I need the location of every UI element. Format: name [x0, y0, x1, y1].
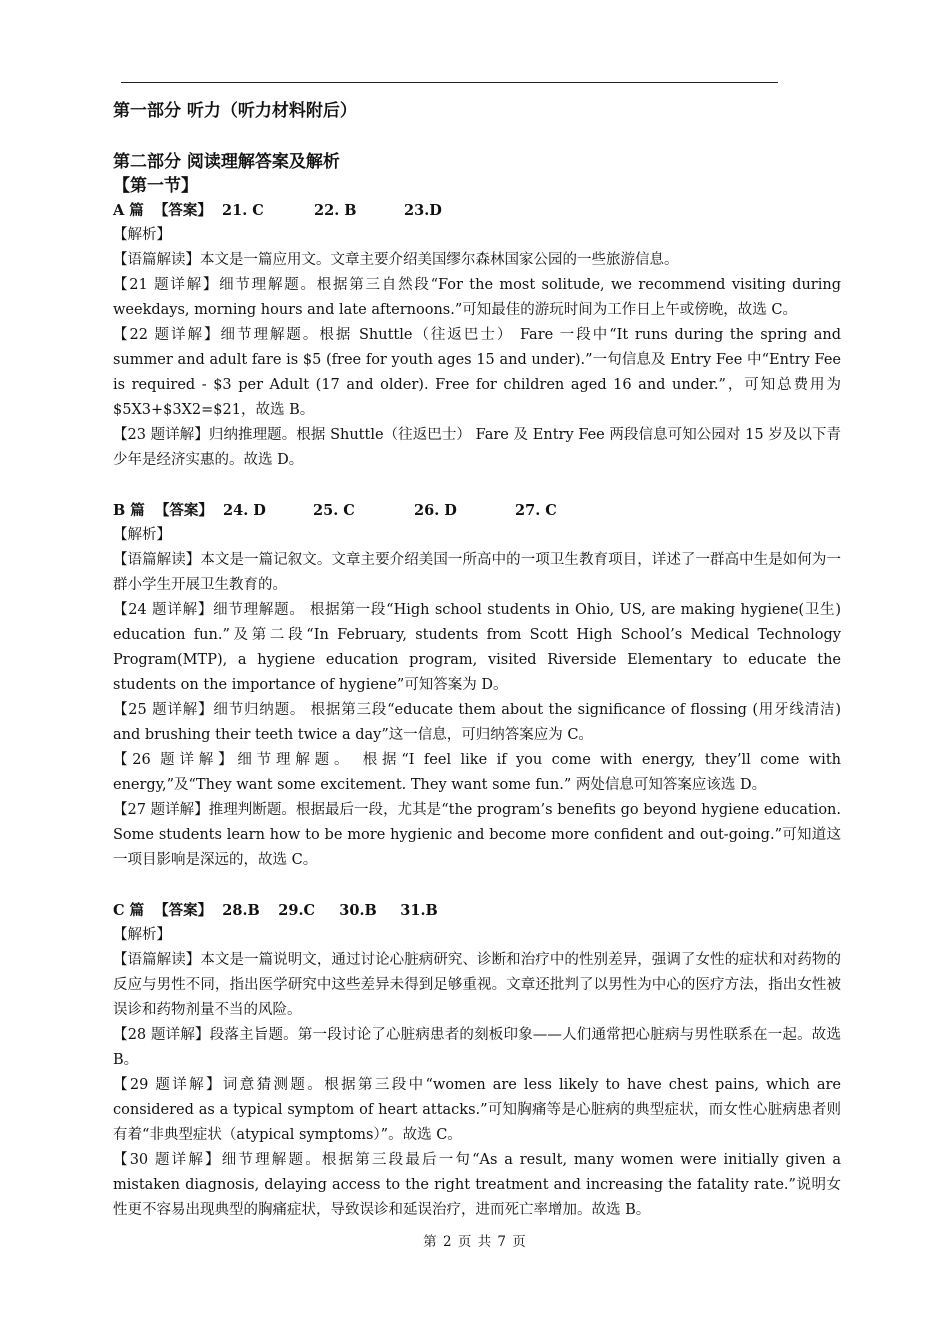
jiexi-label: 【解析】 [113, 227, 171, 243]
paragraph: 【30 题详解】细节理解题。根据第三段最后一句“As a result, many women were initially given a mistaken diagnosis, delaying access to the right treatment and increasing the fatality rate.”说明女性更不容易出现典型的胸痛症状，导致误诊和延误治疗，进而死亡率增加。故选 B。 [113, 1152, 841, 1218]
answer: 24. D [223, 502, 266, 519]
jiexi-label: 【解析】 [113, 527, 171, 543]
answer: 31.B [400, 902, 438, 919]
passage-label: C 篇 【答案】 [113, 902, 213, 919]
passage-label: B 篇 【答案】 [113, 502, 213, 519]
part2-title: 第二部分 阅读理解答案及解析 [113, 152, 340, 172]
answer-line-c [113, 898, 841, 923]
answer: 21. C [222, 202, 264, 219]
paragraph: 【28 题详解】段落主旨题。第一段讨论了心脏病患者的刻板印象——人们通常把心脏病与男性联系在一起。故选 B。 [113, 1027, 841, 1068]
part1-title: 第一部分 听力（听力材料附后） [113, 101, 357, 121]
paragraph: 【22 题详解】细节理解题。根据 Shuttle（往返巴士） Fare 一段中“It runs during the spring and summer and adult fare is $5 (free for youth ages 15 and under).”一句信息及 Entry Fee 中“Entry Fee is required - $3 per Adult (17 and older). Free for children aged 16 and under.”，可知总费用为$5X3+$3X2=$21，故选 B。 [113, 327, 841, 418]
paragraph: 【语篇解读】本文是一篇说明文，通过讨论心脏病研究、诊断和治疗中的性别差异，强调了女性的症状和对药物的反应与男性不同，指出医学研究中这些差异未得到足够重视。文章还批判了以男性为中心的医疗方法，指出女性被误诊和药物剂量不当的风险。 [113, 952, 841, 1018]
header-rule [121, 82, 778, 83]
paragraph: 【24 题详解】细节理解题。 根据第一段“High school students in Ohio, US, are making hygiene(卫生) education fun.”及第二段“In February, students from Scott High School’s Medical Technology Program(MTP), a hygiene education program, visited Riverside Elementary to educate the students on the importance of hygiene”可知答案为 D。 [113, 602, 841, 693]
paragraph: 【23 题详解】归纳推理题。根据 Shuttle（往返巴士） Fare 及 Entry Fee 两段信息可知公园对 15 岁及以下青少年是经济实惠的。故选 D。 [113, 427, 841, 468]
paragraph: 【25 题详解】细节归纳题。 根据第三段“educate them about the significance of flossing (用牙线清洁) and brushing their teeth twice a day”这一信息，可归纳答案应为 C。 [113, 702, 841, 743]
page-footer: 第 2 页 共 7 页 [423, 1234, 527, 1250]
answer-line-a [113, 198, 841, 223]
paragraph: 【27 题详解】推理判断题。根据最后一段，尤其是“the program’s benefits go beyond hygiene education. Some students learn how to be more hygienic and become more confident and out-going.”可知道这一项目影响是深远的，故选 C。 [113, 802, 841, 868]
passage-label: A 篇 【答案】 [113, 202, 212, 219]
answer: 28.B [222, 902, 260, 919]
answer: 29.C [278, 902, 316, 919]
answer: 27. C [515, 502, 557, 519]
page-content [113, 96, 841, 1223]
answer: 26. D [414, 502, 457, 519]
paragraph: 【29 题详解】词意猜测题。根据第三段中“women are less likely to have chest pains, which are considered as a typical symptom of heart attacks.”可知胸痛等是心脏病的典型症状，而女性心脏病患者则有着“非典型症状（atypical symptoms）”。故选 C。 [113, 1077, 841, 1143]
answer-line-b [113, 498, 841, 523]
paragraph: 【语篇解读】本文是一篇记叙文。文章主要介绍美国一所高中的一项卫生教育项目，详述了一群高中生是如何为一群小学生开展卫生教育的。 [113, 552, 841, 593]
answer: 22. B [314, 202, 357, 219]
jiexi-label: 【解析】 [113, 927, 171, 943]
section-title: 【第一节】 [113, 176, 198, 196]
paragraph: 【26 题详解】细节理解题。 根据“I feel like if you come with energy, they’ll come with energy,”及“They want some excitement. They want some fun.” 两处信息可知答案应该选 D。 [113, 752, 841, 793]
paragraph: 【21 题详解】细节理解题。根据第三自然段“For the most solitude, we recommend visiting during weekdays, morning hours and late afternoons.”可知最佳的游玩时间为工作日上午或傍晚，故选 C。 [113, 277, 841, 318]
answer: 23.D [404, 202, 442, 219]
answer: 30.B [339, 902, 377, 919]
paragraph: 【语篇解读】本文是一篇应用文。文章主要介绍美国缪尔森林国家公园的一些旅游信息。 [113, 252, 679, 268]
answer: 25. C [313, 502, 355, 519]
